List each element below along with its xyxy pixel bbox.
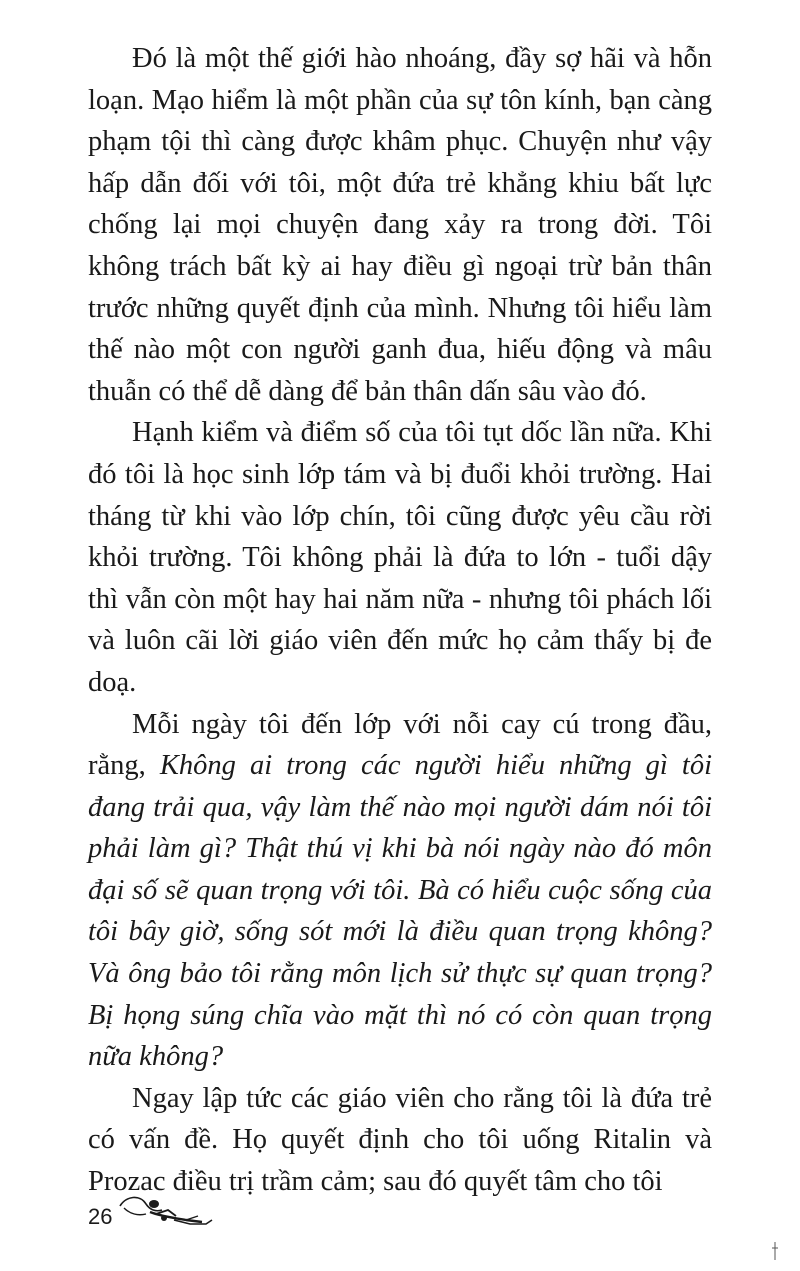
scan-edge-mark [770, 1240, 780, 1262]
paragraph-2: Hạnh kiểm và điểm số của tôi tụt dốc lần nữa. Khi đó tôi là học sinh lớp tám và bị đuổi khỏi trường. Hai tháng từ khi vào lớp chín, tôi cũng được yêu cầu rời khỏi trường. Tôi không phải là đứa to lớn - tuổi dậy thì vẫn còn một hay hai năm nữa - nhưng tôi phách lối và luôn cãi lời giáo viên đến mức họ cảm thấy bị đe doạ. [88, 417, 712, 698]
paragraph-4: Ngay lập tức các giáo viên cho rằng tôi là đứa trẻ có vấn đề. Họ quyết định cho tôi uống Ritalin và Prozac điều trị trầm cảm; sau đó quyết tâm cho tôi [88, 1082, 712, 1198]
page-number: 26 [88, 1204, 113, 1229]
paragraph-3-lead: Mỗi ngày tôi đến lớp với nỗi cay cú trong đầu, rằng, [88, 708, 712, 782]
reclining-figure-icon [116, 1190, 216, 1232]
body-text [88, 38, 712, 1203]
paragraph-1: Đó là một thế giới hào nhoáng, đầy sợ hãi và hỗn loạn. Mạo hiểm là một phần của sự tôn kính, bạn càng phạm tội thì càng được khâm phục. Chuyện như vậy hấp dẫn đối với tôi, một đứa trẻ khẳng khiu bất lực chống lại mọi chuyện đang xảy ra trong đời. Tôi không trách bất kỳ ai hay điều gì ngoại trừ bản thân trước những quyết định của mình. Nhưng tôi hiểu làm thế nào một con người ganh đua, hiếu động và mâu thuẫn có thể dễ dàng để bản thân dấn sâu vào đó. [88, 43, 712, 407]
page-footer [88, 1190, 288, 1240]
paragraph-3-italic: Không ai trong các người hiểu những gì tôi đang trải qua, vậy làm thế nào mọi người dám nói tôi phải làm gì? Thật thú vị khi bà nói ngày nào đó môn đại số sẽ quan trọng với tôi. Bà có hiểu cuộc sống của tôi bây giờ, sống sót mới là điều quan trọng không? Và ông bảo tôi rằng môn lịch sử thực sự quan trọng? Bị họng súng chĩa vào mặt thì nó có còn quan trọng nữa không? [88, 750, 713, 1073]
paragraph-3 [88, 704, 712, 1078]
